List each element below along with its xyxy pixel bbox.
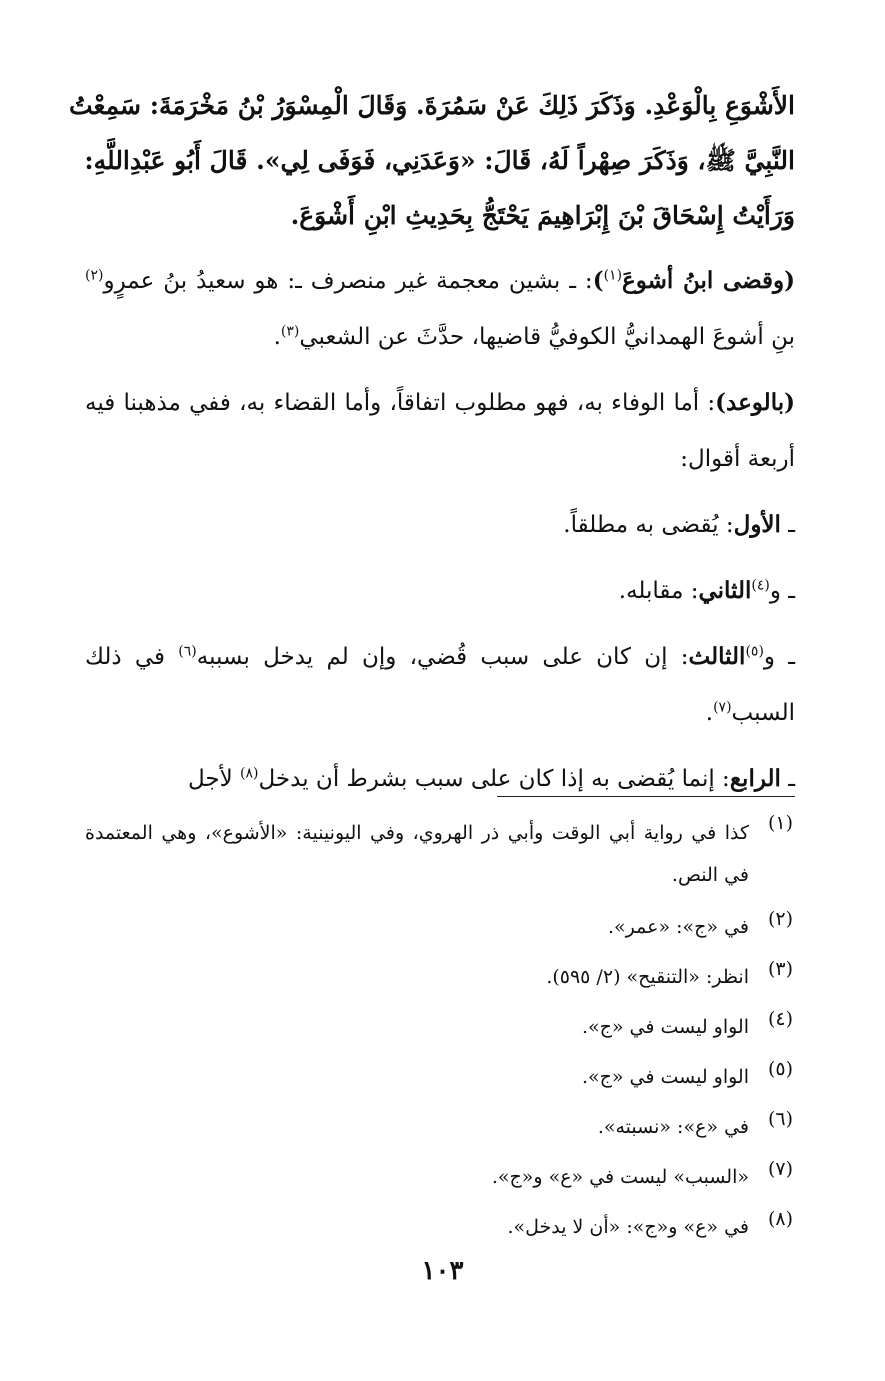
footnote-text: الواو ليست في «ج». <box>581 1016 749 1038</box>
footnote-text: الواو ليست في «ج». <box>581 1066 749 1088</box>
page-number: ١٠٣ <box>421 1256 464 1286</box>
hadith-line-1: الأَشْوَعِ بِالْوَعْدِ. وَذَكَرَ ذَلِكَ عَنْ سَمُرَةَ. وَقَالَ الْمِسْوَرُ بْنُ مَخْرَمَةَ: سَمِعْتُ <box>69 91 795 120</box>
opinion-text: : يُقضى به مطلقاً. <box>563 512 734 538</box>
opinion-text: . <box>705 700 714 726</box>
footnote-item <box>85 812 793 896</box>
footnote-ref[interactable]: (٢) <box>85 267 104 284</box>
footnote-number: (٢) <box>767 908 793 930</box>
footnote-item <box>85 1108 793 1146</box>
footnote-number: (٦) <box>767 1108 793 1130</box>
opinion-text: : إنما يُقضى به إذا كان على سبب بشرط أن يدخل <box>258 766 730 792</box>
hadith-line-2: النَّبِيَّ ﷺ، وَذَكَرَ صِهْراً لَهُ، قَالَ: «وَعَدَنِي، فَوَفَى لِي». قَالَ أَبُو عَبْدِاللَّهِ: <box>84 146 795 175</box>
footnote-item <box>85 1158 793 1196</box>
footnote-item <box>85 1208 793 1246</box>
footnote-item <box>85 1008 793 1046</box>
footnote-separator <box>497 796 795 797</box>
commentary-paragraph-ibn-ashwa <box>85 253 795 365</box>
footnote-number: (٣) <box>767 958 793 980</box>
footnote-ref[interactable]: (١) <box>603 267 623 284</box>
opinion-text: : إن كان على سبب قُضي، وإن لم يدخل بسببه <box>196 644 689 670</box>
list-dash: ـ و <box>769 578 795 604</box>
footnote-ref[interactable]: (٣) <box>280 323 300 340</box>
commentary-term-label: (وقضى ابنُ أشوعَ <box>622 267 795 294</box>
commentary-text: بنِ أشوعَ الهمدانيُّ الكوفيُّ قاضيها، حدَّثَ عن الشعبي <box>299 324 795 350</box>
footnote-number: (٤) <box>767 1008 793 1030</box>
footnote-number: (٧) <box>767 1158 793 1180</box>
footnote-ref[interactable]: (٦) <box>178 643 197 660</box>
list-dash: ـ <box>780 766 795 792</box>
footnote-number: (١) <box>767 812 793 834</box>
footnote-item <box>85 1058 793 1096</box>
footnote-number: (٥) <box>767 1058 793 1080</box>
opinion-label: الثاني <box>698 577 752 604</box>
list-dash: ـ و <box>763 644 795 670</box>
commentary-text: : أما الوفاء به، فهو مطلوب اتفاقاً، وأما القضاء به، ففي مذهبنا فيه أربعة أقوال: <box>85 390 795 472</box>
footnotes <box>85 812 793 1246</box>
footnote-number: (٨) <box>767 1208 793 1230</box>
commentary-term-label-end: ) <box>592 267 604 294</box>
main-text <box>69 78 795 807</box>
opinion-label: الرابع <box>729 765 781 792</box>
commentary-term-label: (بالوعد) <box>715 389 795 416</box>
commentary-text: : ـ بشين معجمة غير منصرف ـ: هو سعيدُ بنُ عمرٍو <box>103 268 593 294</box>
opinion-fourth <box>85 751 795 807</box>
opinion-second <box>85 563 795 619</box>
list-dash: ـ <box>780 512 795 538</box>
footnote-ref[interactable]: (٥) <box>745 643 764 660</box>
footnote-ref[interactable]: (٧) <box>713 699 732 716</box>
footnote-text: «السبب» ليست في «ع» و«ج». <box>491 1166 749 1188</box>
opinion-third <box>85 629 795 741</box>
opinion-text: : مقابله. <box>618 578 699 604</box>
hadith-line-3: وَرَأَيْتُ إِسْحَاقَ بْنَ إِبْرَاهِيمَ يَحْتَجُّ بِحَدِيثِ ابْنِ أَشْوَعَ. <box>290 201 795 230</box>
footnote-ref[interactable]: (٨) <box>240 765 259 782</box>
footnote-text: في «ع»: «نسبته». <box>597 1116 749 1138</box>
footnote-item <box>85 958 793 996</box>
opinion-label: الثالث <box>688 643 746 670</box>
footnote-text: كذا في رواية أبي الوقت وأبي ذر الهروي، وفي اليونينية: «الأشوع»، وهي المعتمدة في النص. <box>85 822 749 886</box>
opinion-text: لأجل <box>187 766 241 792</box>
opinion-text: في ذلك السبب <box>85 644 795 726</box>
footnote-ref[interactable]: (٤) <box>751 577 770 594</box>
footnote-item <box>85 908 793 946</box>
footnote-text: انظر: «التنقيح» (٢/ ٥٩٥). <box>546 966 749 988</box>
commentary-paragraph-bil-wad <box>85 375 795 487</box>
footnote-text: في «ج»: «عمر». <box>607 916 749 938</box>
opinion-label: الأول <box>733 511 781 538</box>
footnote-text: في «ع» و«ج»: «أن لا يدخل». <box>507 1216 749 1238</box>
commentary-text: . <box>273 324 281 350</box>
opinion-first <box>85 497 795 553</box>
